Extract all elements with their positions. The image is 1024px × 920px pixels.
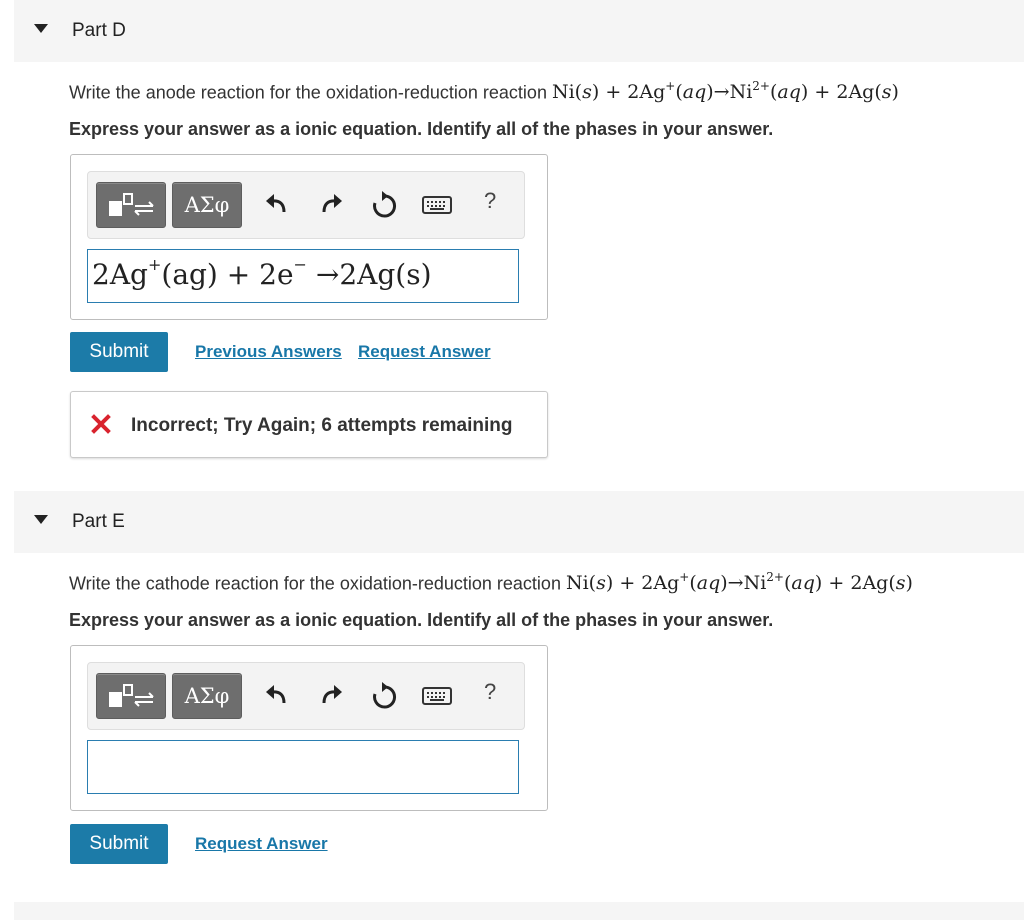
reaction-equation: $Ni(s) + 2Ag^+(aq)\to Ni^{2+}(aq) + 2Ag(s)$ bbox=[565, 570, 913, 595]
part-d-title: Part D bbox=[72, 20, 126, 41]
undo-icon[interactable] bbox=[264, 682, 290, 708]
part-e-request-answer-link[interactable]: Request Answer bbox=[195, 834, 328, 853]
redo-icon[interactable] bbox=[318, 191, 344, 217]
math-toolbar bbox=[87, 171, 525, 239]
reset-icon[interactable] bbox=[370, 191, 398, 219]
reset-icon[interactable] bbox=[370, 682, 398, 710]
answer-expression: 2Ag+(ag) + 2e− →2Ag(s) bbox=[92, 254, 432, 291]
collapse-caret-icon[interactable] bbox=[34, 24, 48, 33]
templates-button[interactable] bbox=[96, 673, 166, 719]
greek-symbols-button[interactable]: ΑΣφ bbox=[172, 673, 242, 719]
x-icon bbox=[91, 414, 111, 434]
collapse-caret-icon[interactable] bbox=[34, 515, 48, 524]
templates-button[interactable] bbox=[96, 182, 166, 228]
undo-icon[interactable] bbox=[264, 191, 290, 217]
part-d-request-answer-link[interactable]: Request Answer bbox=[358, 342, 491, 361]
template-icon bbox=[107, 192, 155, 218]
previous-answers-link[interactable]: Previous Answers bbox=[195, 342, 342, 361]
part-e-header[interactable] bbox=[14, 491, 1024, 553]
part-d-submit-button[interactable]: Submit bbox=[70, 332, 168, 372]
template-icon bbox=[107, 683, 155, 709]
part-d-answer-box bbox=[70, 154, 548, 320]
keyboard-icon[interactable] bbox=[422, 686, 452, 706]
part-d-answer-input[interactable] bbox=[87, 249, 519, 303]
part-e-title: Part E bbox=[72, 511, 125, 532]
part-d-header[interactable] bbox=[14, 0, 1024, 62]
part-e-question: Write the cathode reaction for the oxidation-reduction reaction $Ni(s) + 2Ag^+(aq)\to Ni^{2+}(aq) + 2Ag(s)$ bbox=[69, 570, 913, 595]
part-d-question: Write the anode reaction for the oxidation-reduction reaction $Ni(s) + 2Ag^+(aq)\to Ni^{2+}(aq) + 2Ag(s)$ bbox=[69, 79, 899, 104]
feedback-box bbox=[70, 391, 548, 458]
redo-icon[interactable] bbox=[318, 682, 344, 708]
part-e-answer-box bbox=[70, 645, 548, 811]
part-e-answer-input[interactable] bbox=[87, 740, 519, 794]
help-button[interactable]: ? bbox=[484, 188, 497, 213]
reaction-equation: $Ni(s) + 2Ag^+(aq)\to Ni^{2+}(aq) + 2Ag(s)$ bbox=[551, 79, 899, 104]
part-d-instructions: Express your answer as a ionic equation. Identify all of the phases in your answer. bbox=[69, 119, 774, 139]
part-e-instructions: Express your answer as a ionic equation. Identify all of the phases in your answer. bbox=[69, 610, 774, 630]
feedback-message: Incorrect; Try Again; 6 attempts remaining bbox=[131, 415, 513, 436]
keyboard-icon[interactable] bbox=[422, 195, 452, 215]
greek-symbols-button[interactable]: ΑΣφ bbox=[172, 182, 242, 228]
part-e-submit-button[interactable]: Submit bbox=[70, 824, 168, 864]
help-button[interactable]: ? bbox=[484, 679, 497, 704]
math-toolbar bbox=[87, 662, 525, 730]
next-part-header bbox=[14, 902, 1024, 920]
